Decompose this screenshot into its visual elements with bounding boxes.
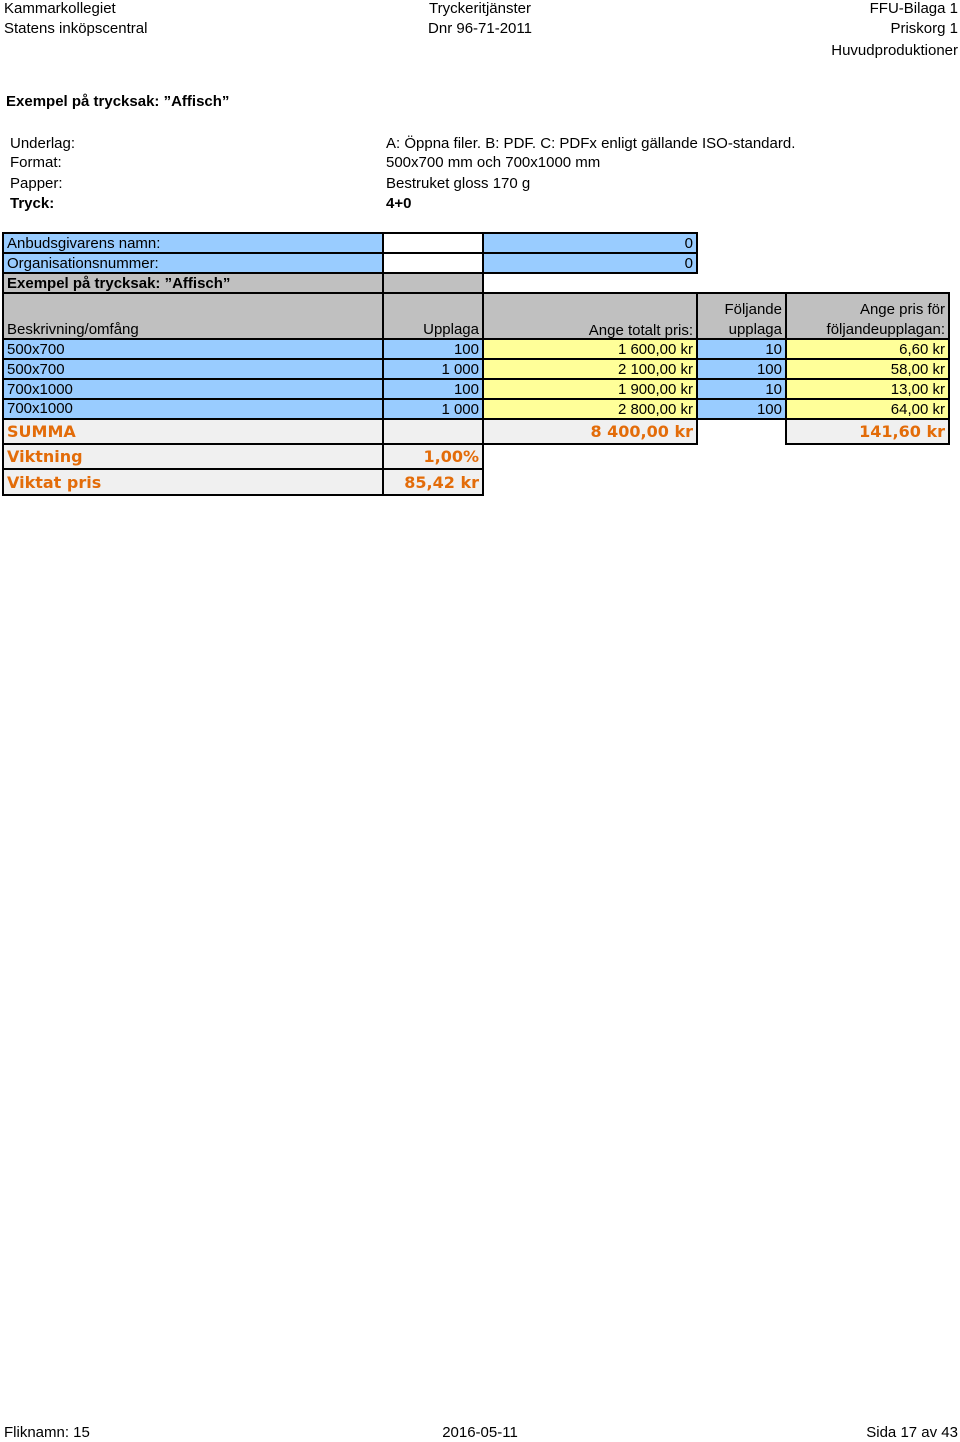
orgnr-value: 0 [684,255,693,272]
row-description: 500x700 [7,361,65,378]
row-quantity: 100 [453,341,479,358]
table-row [2,358,384,380]
header-service: Tryckeritjänster [429,0,531,17]
weighted-value-cell [382,468,484,496]
spec-value-papper: Bestruket gloss 170 g [386,175,531,192]
summa-label-cell [2,418,384,445]
spec-label-tryck: Tryck: [10,195,55,212]
orgnr-label: Organisationsnummer: [7,255,159,272]
row-following: 10 [765,341,782,358]
summa-following: 141,60 kr [859,422,945,441]
footer-page: Sida 17 av 43 [866,1424,958,1441]
th-total-price-label: Ange totalt pris: [588,322,693,339]
weighted-value: 85,42 kr [404,473,479,492]
footer-sheet: Fliknamn: 15 [4,1424,90,1441]
total-price-input[interactable] [482,358,698,380]
row-quantity-cell [382,378,484,400]
spec-value-underlag: A: Öppna filer. B: PDF. C: PDFx enligt gällande ISO-standard. [386,135,796,152]
table-row [2,338,384,360]
example-spacer-cell [382,272,484,294]
row-following-cell [696,398,787,420]
orgnr-field[interactable] [482,252,698,274]
row-description: 700x1000 [7,400,73,417]
example-label-cell [2,272,384,294]
row-quantity: 1 000 [441,401,479,418]
weight-value: 1,00% [423,447,479,466]
th-following-price-line1: Ange pris för [859,301,945,318]
following-price-input[interactable] [785,378,950,400]
spec-label-format: Format: [10,154,62,171]
summa-total: 8 400,00 kr [590,422,693,441]
th-following-price-line2: följandeupplagan: [826,321,945,338]
header-attachment: FFU-Bilaga 1 [869,0,958,17]
bidder-label-cell [2,232,384,254]
table-row [2,398,384,420]
th-following-line2: upplaga [728,321,782,338]
header-basket: Priskorg 1 [890,20,958,37]
row-quantity-cell [382,338,484,360]
row-following-cell [696,378,787,400]
summa-spacer-cell [382,418,484,445]
spec-label-papper: Papper: [10,175,63,192]
row-following-price: 64,00 kr [890,401,945,418]
following-price-input[interactable] [785,358,950,380]
spec-label-underlag: Underlag: [10,135,76,152]
row-total-price: 2 100,00 kr [617,361,693,378]
row-following: 100 [756,401,782,418]
row-description: 500x700 [7,341,65,358]
row-following-cell [696,338,787,360]
row-quantity: 100 [453,381,479,398]
th-quantity-label: Upplaga [423,321,479,338]
total-price-input[interactable] [482,398,698,420]
row-description: 700x1000 [7,381,73,398]
orgnr-label-cell [2,252,384,274]
th-following [696,292,787,340]
summa-total-cell [482,418,698,445]
th-following-line1: Följande [724,301,782,318]
th-description [2,292,384,340]
spec-value-format: 500x700 mm och 700x1000 mm [386,154,601,171]
header-org: Kammarkollegiet [4,0,116,17]
row-total-price: 2 800,00 kr [617,401,693,418]
th-following-price [785,292,950,340]
table-row [2,378,384,400]
row-quantity-cell [382,358,484,380]
header-suborg: Statens inköpscentral [4,20,148,37]
footer-date: 2016-05-11 [442,1424,518,1441]
example-label: Exempel på trycksak: ”Affisch” [7,275,231,292]
bidder-value: 0 [684,235,693,252]
row-following-price: 13,00 kr [890,381,945,398]
total-price-input[interactable] [482,378,698,400]
spec-value-tryck: 4+0 [386,195,412,212]
row-quantity-cell [382,398,484,420]
weighted-label-cell [2,468,384,496]
row-following: 10 [765,381,782,398]
bidder-name-field[interactable] [482,232,698,254]
row-following-price: 6,60 kr [899,341,945,358]
bidder-spacer-cell [382,232,484,254]
row-following: 100 [756,361,782,378]
header-category: Huvudproduktioner [831,42,958,59]
row-total-price: 1 900,00 kr [617,381,693,398]
following-price-input[interactable] [785,338,950,360]
row-total-price: 1 600,00 kr [617,341,693,358]
row-quantity: 1 000 [441,361,479,378]
following-price-input[interactable] [785,398,950,420]
row-following-cell [696,358,787,380]
page-title: Exempel på trycksak: ”Affisch” [6,93,230,110]
th-description-label: Beskrivning/omfång [7,321,139,338]
bidder-label: Anbudsgivarens namn: [7,235,161,252]
weight-label: Viktning [7,447,83,466]
orgnr-spacer-cell [382,252,484,274]
weight-value-cell [382,443,484,470]
th-quantity [382,292,484,340]
th-total-price [482,292,698,340]
summa-label: SUMMA [7,422,76,441]
summa-following-cell [785,418,950,445]
header-dnr: Dnr 96-71-2011 [428,20,532,37]
weight-label-cell [2,443,384,470]
row-following-price: 58,00 kr [890,361,945,378]
total-price-input[interactable] [482,338,698,360]
weighted-label: Viktat pris [7,473,102,492]
